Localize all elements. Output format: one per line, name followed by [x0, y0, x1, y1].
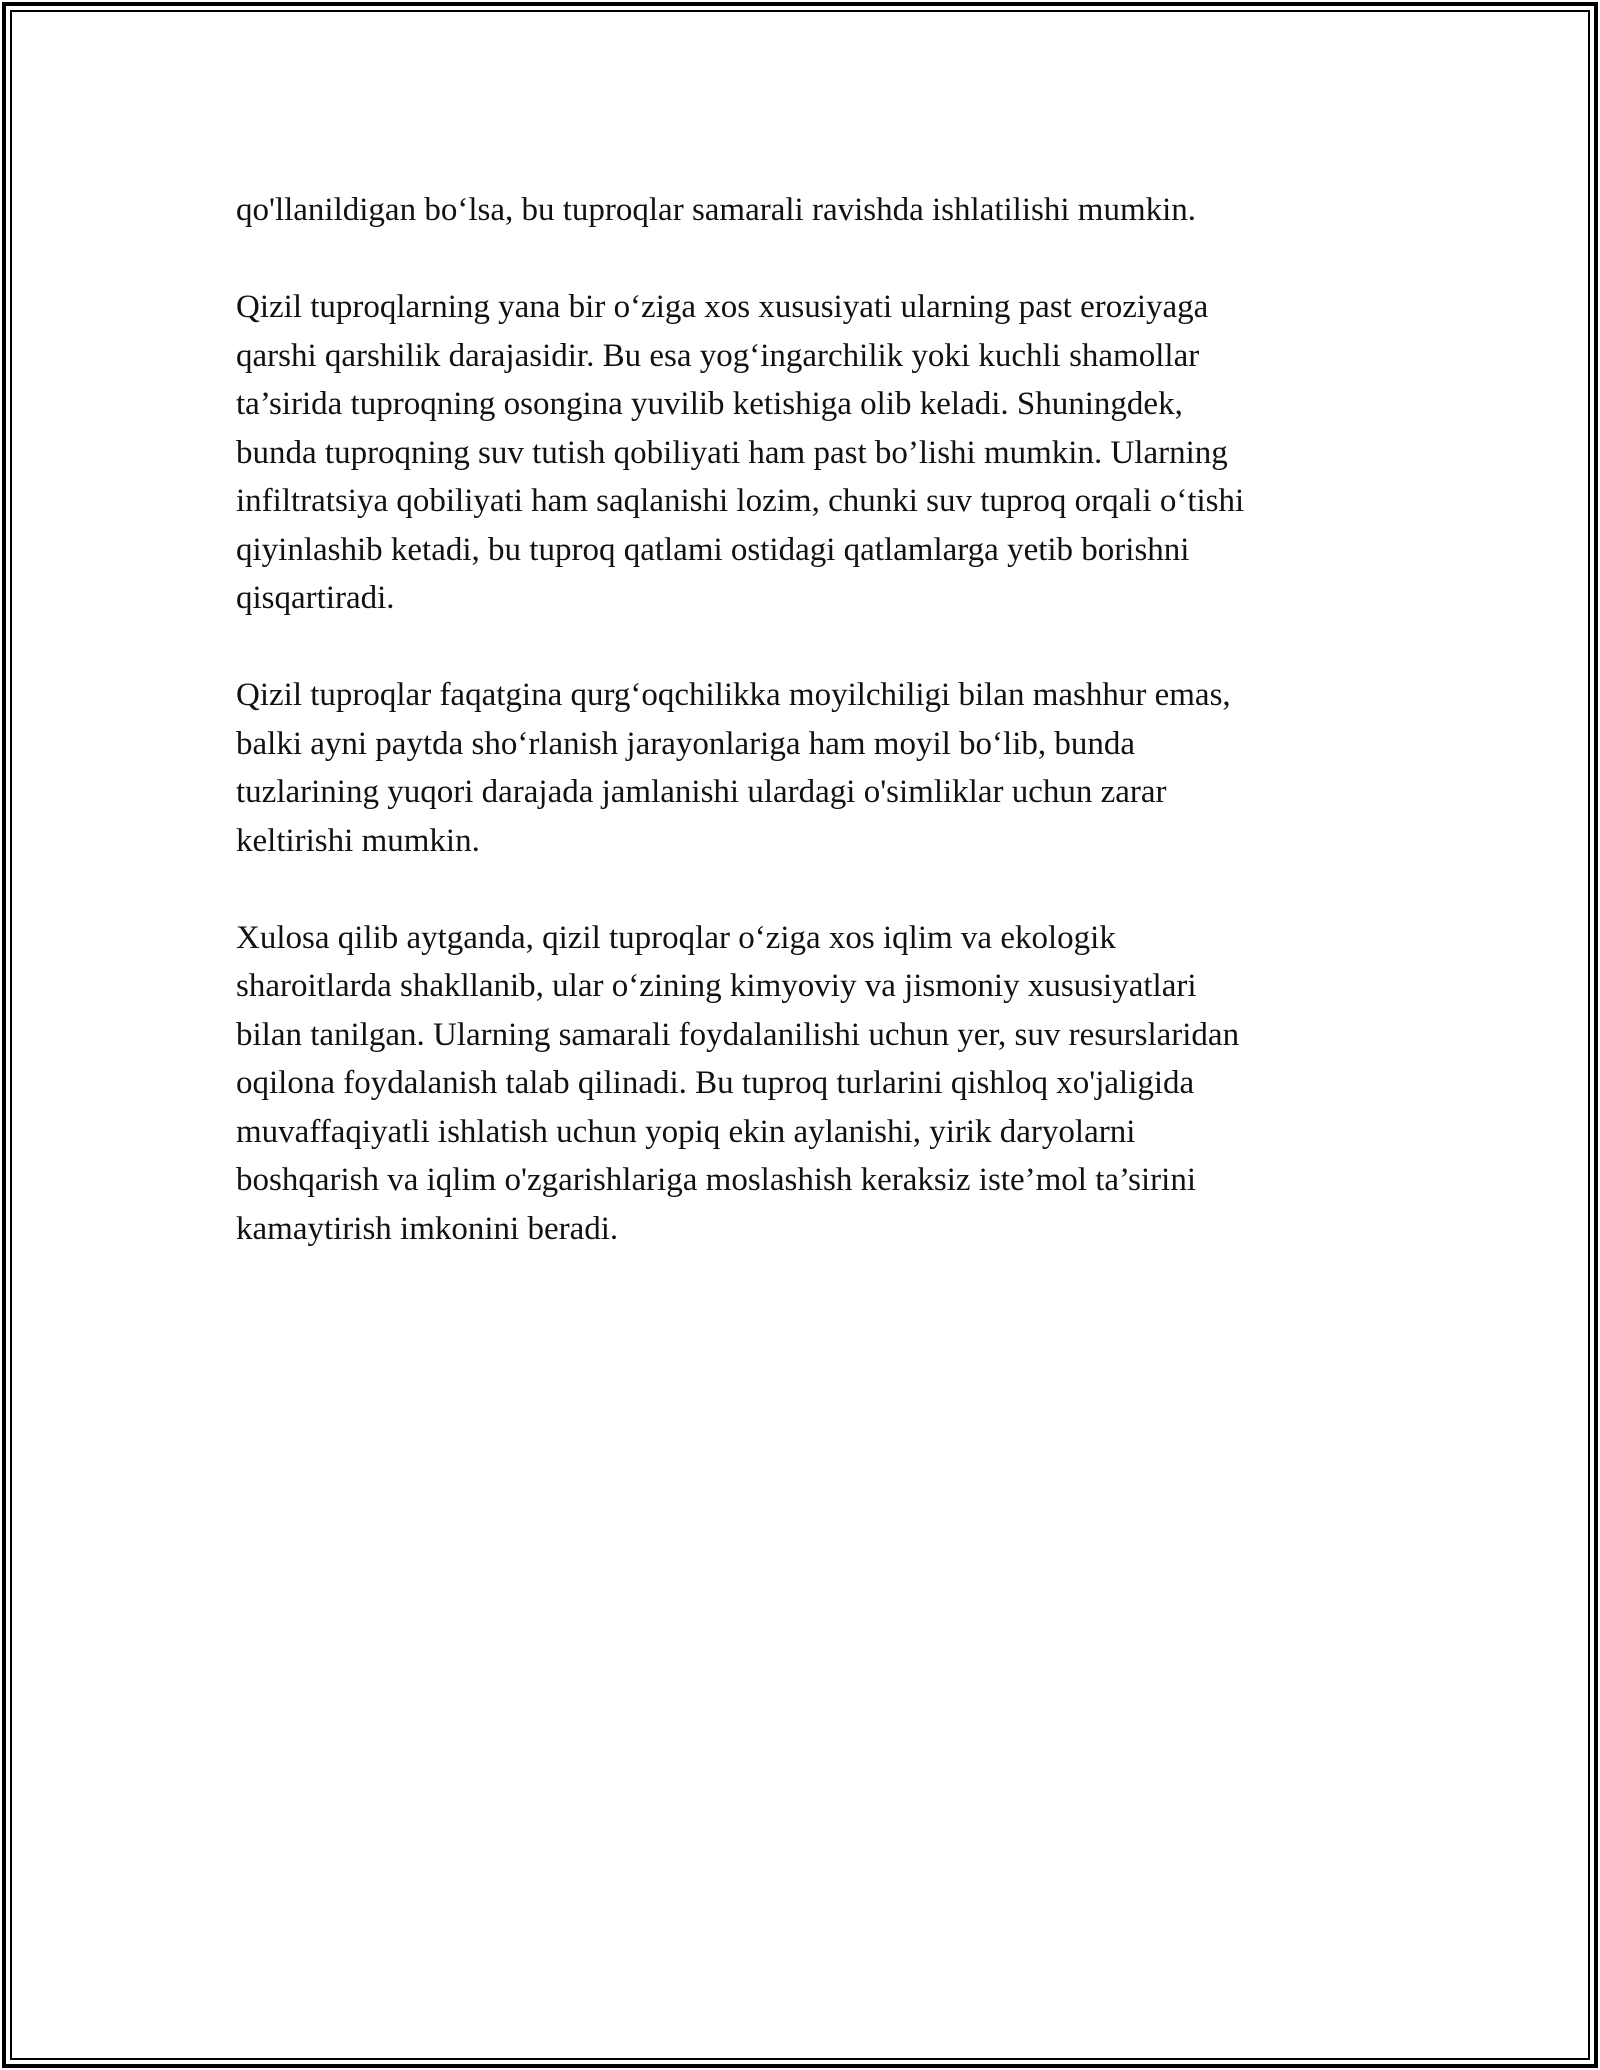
text-line: bunda tuproqning suv tutish qobiliyati ham past bo’lishi mumkin. Ularning: [236, 434, 1228, 471]
text-line: qisqartiradi.: [236, 580, 395, 616]
text-line: kamaytirish imkonini beradi.: [236, 1210, 619, 1247]
text-line: Qizil tuproqlar faqatgina qurg‘oqchilikka moyilchiligi bilan mashhur emas,: [236, 677, 1231, 713]
text-line: keltirishi mumkin.: [236, 822, 480, 859]
text-line: ta’sirida tuproqning osongina yuvilib ketishiga olib keladi. Shuningdek,: [236, 386, 1183, 422]
text-line: balki ayni paytda sho‘rlanish jarayonlariga ham moyil bo‘lib, bunda: [236, 725, 1136, 762]
text-line: infiltratsiya qobiliyati ham saqlanishi lozim, chunki suv tuproq orqali o‘tishi: [236, 483, 1245, 519]
text-line: muvaffaqiyatli ishlatish uchun yopiq ekin aylanishi, yirik daryolarni: [236, 1113, 1136, 1150]
paragraph: [236, 671, 1366, 865]
text-line: qo'llanildigan bo‘lsa, bu tuproqlar samarali ravishda ishlatilishi mumkin.: [236, 192, 1197, 228]
text-line: bilan tanilgan. Ularning samarali foydalanilishi uchun yer, suv resurslaridan: [236, 1016, 1240, 1053]
text-line: qarshi qarshilik darajasidir. Bu esa yog‘ingarchilik yoki kuchli shamollar: [236, 337, 1200, 374]
text-line: oqilona foydalanish talab qilinadi. Bu tuproq turlarini qishloq xo'jaligida: [236, 1065, 1195, 1101]
text-line: tuzlarining yuqori darajada jamlanishi ulardagi o'simliklar uchun zarar: [236, 774, 1167, 810]
text-line: qiyinlashib ketadi, bu tuproq qatlami ostidagi qatlamlarga yetib borishni: [236, 531, 1190, 568]
text-line: Xulosa qilib aytganda, qizil tuproqlar o‘ziga xos iqlim va ekologik: [236, 919, 1116, 956]
text-line: sharoitlarda shakllanib, ular o‘zining kimyoviy va jismoniy xususiyatlari: [236, 968, 1197, 1004]
paragraph: [236, 283, 1366, 623]
text-line: Qizil tuproqlarning yana bir o‘ziga xos xususiyati ularning past eroziyaga: [236, 289, 1209, 325]
document-body: [236, 186, 1366, 1302]
text-line: boshqarish va iqlim o'zgarishlariga moslashish keraksiz iste’mol ta’sirini: [236, 1162, 1197, 1198]
paragraph: [236, 186, 1366, 235]
paragraph: [236, 914, 1366, 1254]
